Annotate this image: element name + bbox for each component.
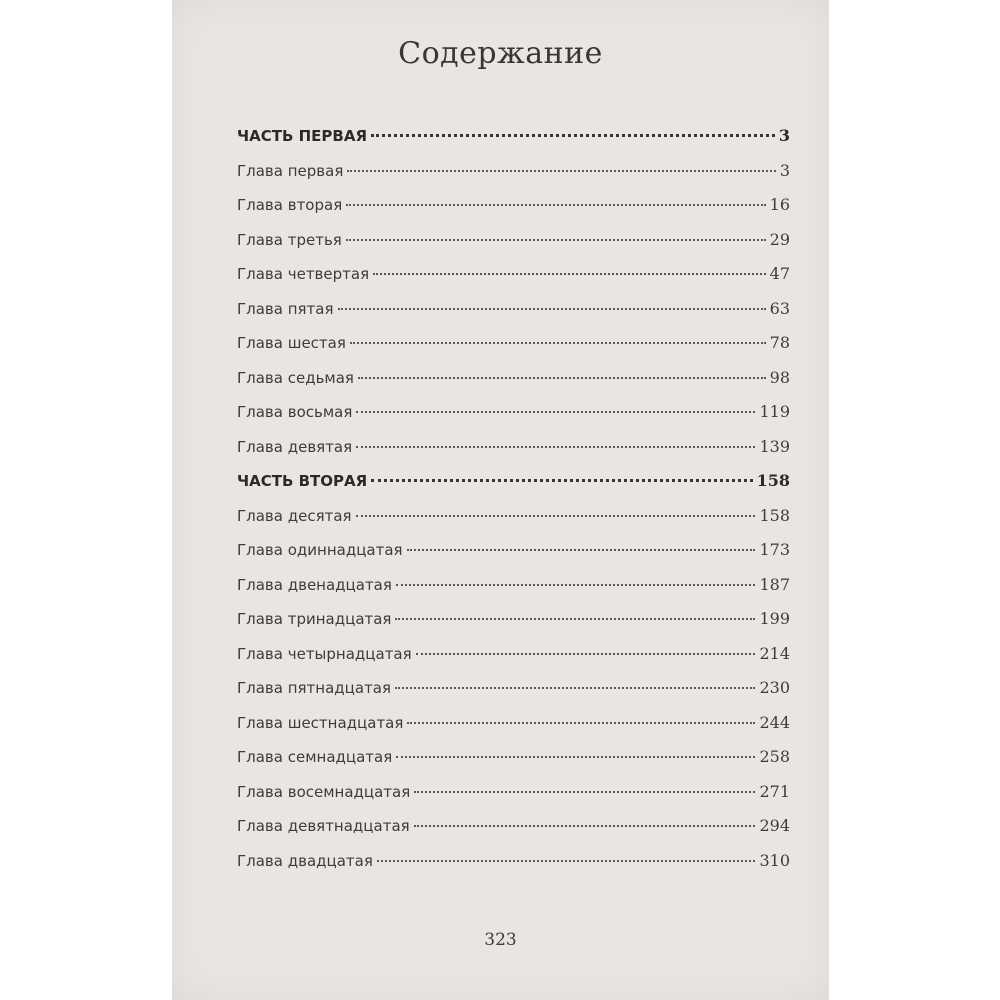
toc-entry-page: 310 [759,850,790,870]
toc-entry-label: Глава двенадцатая [237,575,392,594]
dot-leader [395,687,755,689]
toc-entry-label: Глава первая [237,161,344,180]
toc-entry-page: 3 [778,126,790,145]
toc-entry-label: Глава четырнадцатая [237,644,412,663]
toc-entry-page: 294 [759,816,790,835]
dot-leader [347,170,775,172]
toc-chapter-entry [237,299,790,334]
toc-part-entry [237,126,790,161]
toc-chapter-entry [237,644,790,679]
toc-chapter-entry [237,195,790,230]
dot-leader [396,584,756,586]
toc-entry-page: 78 [769,333,790,352]
dot-leader [414,791,755,793]
dot-leader [416,653,756,655]
book-page [172,0,829,1000]
dot-leader [350,342,766,344]
dot-leader [414,825,756,827]
toc-chapter-entry [237,816,790,851]
toc-chapter-entry [237,161,790,196]
toc-entry-page: 158 [759,505,790,525]
page-number: 323 [484,930,517,950]
toc-entry-page: 47 [769,264,790,283]
toc-chapter-entry [237,575,790,610]
toc-chapter-entry [237,747,790,782]
toc-entry-page: 230 [759,678,790,697]
dot-leader [356,446,755,448]
dot-leader [395,618,755,620]
toc-entry-label: Глава седьмая [237,368,354,387]
toc-entry-page: 119 [759,402,790,421]
table-of-contents [237,126,790,885]
toc-chapter-entry [237,782,790,817]
toc-entry-label: ЧАСТЬ ВТОРАЯ [237,472,368,490]
dot-leader [358,377,766,379]
toc-entry-label: Глава четвертая [237,265,370,283]
toc-entry-page: 173 [759,540,790,559]
toc-entry-page: 258 [759,747,790,766]
toc-chapter-entry [237,333,790,368]
toc-entry-label: Глава девятая [237,437,353,456]
toc-chapter-entry [237,437,790,472]
toc-entry-page: 214 [759,643,790,663]
toc-entry-label: Глава пятнадцатая [237,679,392,697]
toc-part-entry [237,471,790,506]
dot-leader [371,134,775,137]
toc-chapter-entry [237,540,790,575]
toc-chapter-entry [237,506,790,541]
toc-entry-label: Глава пятая [237,299,334,318]
toc-chapter-entry [237,678,790,713]
toc-entry-page: 187 [759,574,790,594]
toc-chapter-entry [237,368,790,403]
dot-leader [407,549,756,551]
toc-entry-label: Глава девятнадцатая [237,817,410,835]
toc-entry-page: 199 [759,609,790,628]
toc-entry-label: Глава десятая [237,506,352,525]
toc-chapter-entry [237,609,790,644]
toc-entry-label: Глава двадцатая [237,851,373,870]
dot-leader [356,411,755,413]
dot-leader [356,515,756,517]
toc-entry-label: Глава шестнадцатая [237,713,404,732]
toc-entry-label: ЧАСТЬ ПЕРВАЯ [237,127,368,145]
toc-entry-label: Глава шестая [237,334,346,352]
dot-leader [377,860,756,862]
toc-entry-page: 63 [769,298,790,318]
toc-entry-label: Глава вторая [237,196,343,214]
toc-entry-page: 3 [779,160,790,180]
toc-chapter-entry [237,713,790,748]
dot-leader [407,722,755,724]
toc-entry-page: 29 [769,229,790,249]
toc-entry-page: 98 [769,367,790,387]
toc-entry-page: 271 [759,781,790,801]
dot-leader [346,239,766,241]
toc-chapter-entry [237,851,790,886]
dot-leader [396,756,755,758]
dot-leader [346,204,765,206]
toc-entry-label: Глава восьмая [237,403,353,421]
toc-chapter-entry [237,264,790,299]
toc-entry-label: Глава семнадцатая [237,748,393,766]
toc-entry-label: Глава тринадцатая [237,610,392,628]
toc-entry-label: Глава одиннадцатая [237,541,403,559]
toc-chapter-entry [237,402,790,437]
toc-chapter-entry [237,230,790,265]
page-title: Содержание [398,36,603,71]
dot-leader [371,479,752,482]
toc-entry-page: 139 [759,436,790,456]
toc-entry-page: 244 [759,712,790,732]
toc-entry-label: Глава восемнадцатая [237,782,411,801]
toc-entry-page: 158 [756,471,790,490]
toc-entry-label: Глава третья [237,230,342,249]
dot-leader [373,273,766,275]
dot-leader [338,308,766,310]
toc-entry-page: 16 [769,195,790,214]
